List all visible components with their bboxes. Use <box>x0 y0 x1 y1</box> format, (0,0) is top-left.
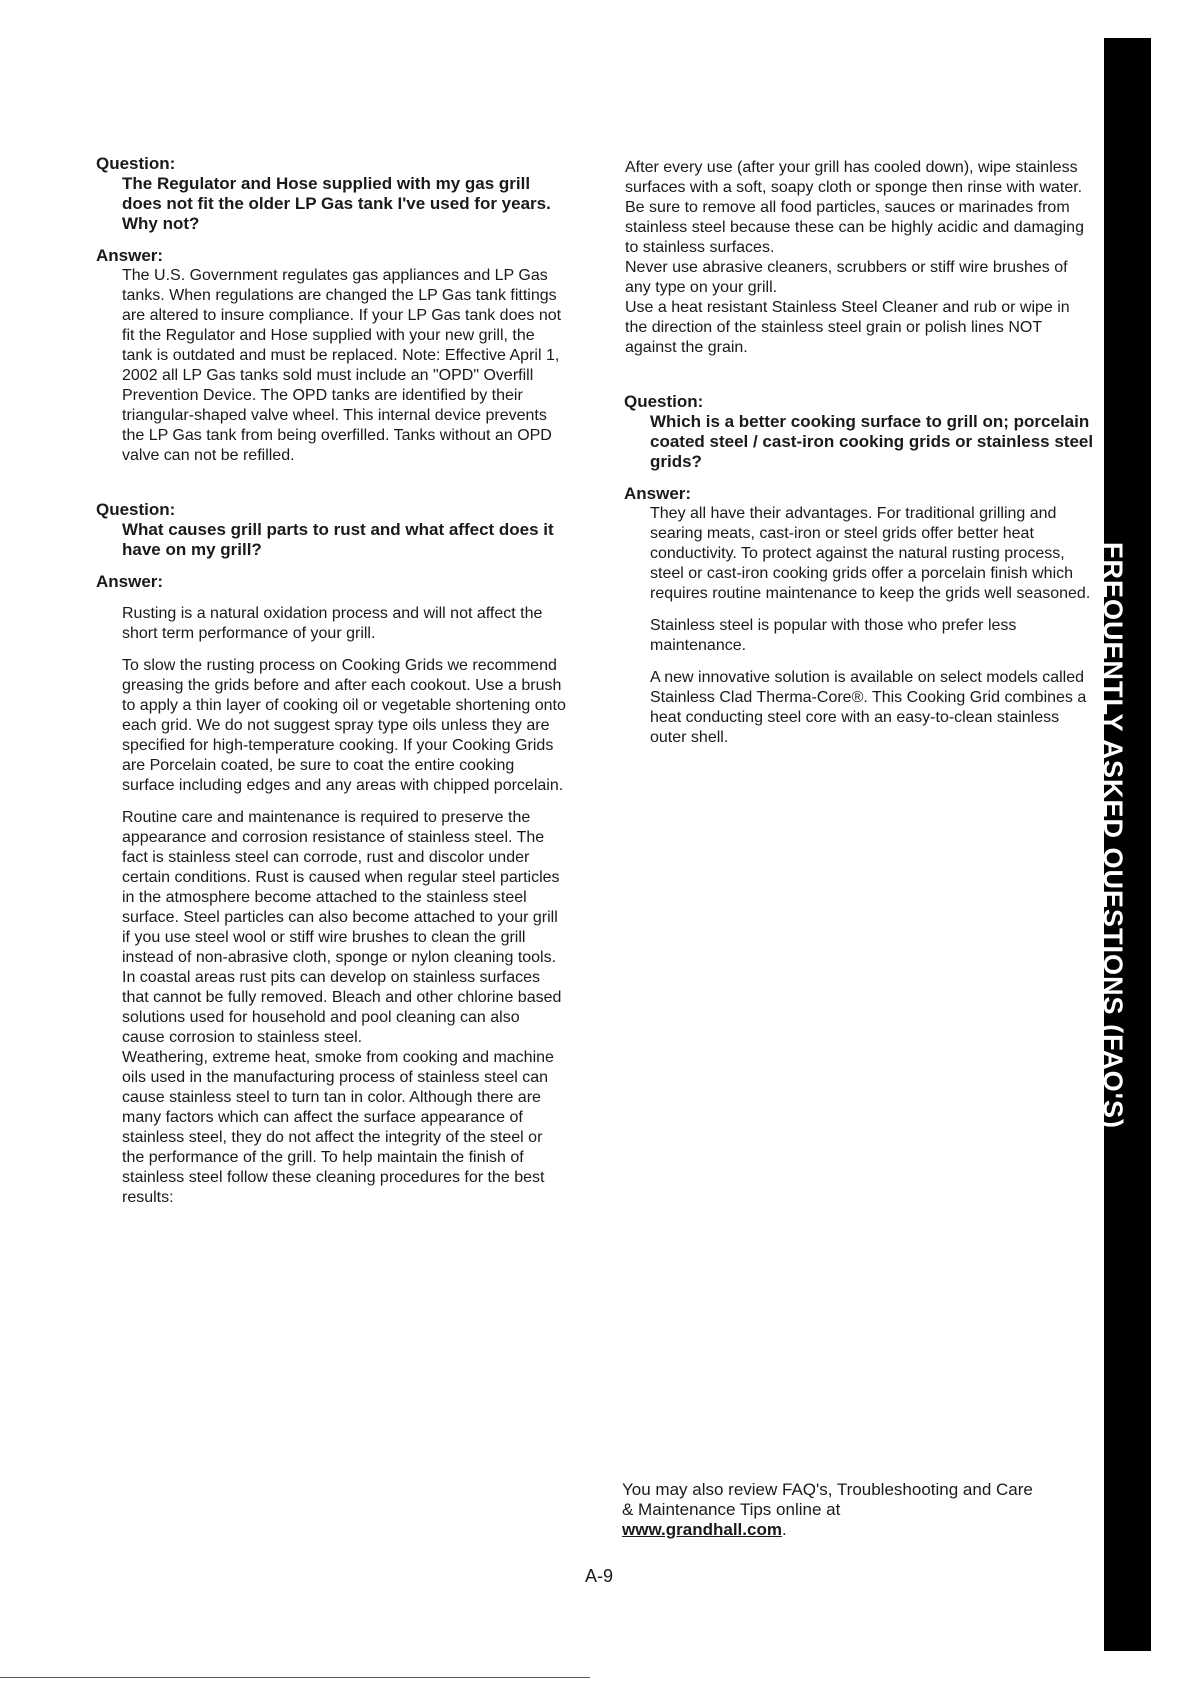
question-text: What causes grill parts to rust and what affect does it have on my grill? <box>122 520 554 559</box>
answer-label: Answer: <box>624 484 692 503</box>
page-number: A-9 <box>585 1566 614 1586</box>
faq-cooking-surface <box>624 392 1095 748</box>
answer-paragraph: Weathering, extreme heat, smoke from cooking and machine oils used in the manufacturing process of stainless steel can cause stainless steel to turn tan in color. Although there are many factors which can affect the surface appearance of stainless steel, they do not affect the integrity of the steel or the performance of the grill. To help maintain the finish of stainless steel follow these cleaning procedures for the best results: <box>122 1049 554 1206</box>
cleaning-paragraph: Use a heat resistant Stainless Steel Cleaner and rub or wipe in the direction of the stainless steel grain or polish lines NOT against the grain. <box>625 299 1070 356</box>
answer-label: Answer: <box>96 572 164 591</box>
answer-paragraph: A new innovative solution is available on select models called Stainless Clad Therma-Core®. This Cooking Grid combines a heat conducting steel core with an easy-to-clean stainless outer shell. <box>650 669 1087 746</box>
question-label: Question: <box>96 500 176 519</box>
question-label: Question: <box>96 154 176 173</box>
right-column <box>625 158 1095 760</box>
cleaning-procedures <box>625 158 1095 358</box>
cleaning-paragraph: After every use (after your grill has cooled down), wipe stainless surfaces with a soft, soapy cloth or sponge then rinse with water. Be sure to remove all food particles, sauces or marinades from stainless steel because these can be highly acidic and damaging to stainless surfaces. <box>625 159 1084 256</box>
answer-body <box>122 604 566 1208</box>
website-link[interactable]: www.grandhall.com <box>622 1520 782 1539</box>
answer-label: Answer: <box>96 246 164 265</box>
footnote-text: You may also review FAQ's, Troubleshooting and Care & Maintenance Tips online at <box>622 1480 1033 1519</box>
answer-paragraph: Routine care and maintenance is required to preserve the appearance and corrosion resistance of stainless steel. The fact is stainless steel can corrode, rust and discolor under certain conditions. Rust is caused when regular steel particles in the atmosphere become attached to the stainless steel surface. Steel particles can also become attached to your grill if you use steel wool or stiff wire brushes to clean the grill instead of non-abrasive cloth, sponge or nylon cleaning tools. In coastal areas rust pits can develop on stainless surfaces that cannot be fully removed. Bleach and other chlorine based solutions used for household and pool cleaning can also cause corrosion to stainless steel. <box>122 809 562 1046</box>
answer-paragraph: Stainless steel is popular with those who prefer less maintenance. <box>650 617 1017 654</box>
answer-paragraph: Rusting is a natural oxidation process and will not affect the short term performance of your grill. <box>122 605 543 642</box>
answer-body <box>122 266 566 466</box>
question-label: Question: <box>624 392 704 411</box>
answer-paragraph: The U.S. Government regulates gas appliances and LP Gas tanks. When regulations are changed the LP Gas tank fittings are altered to insure compliance. If your LP Gas tank does not fit the Regulator and Hose supplied with your new grill, the tank is outdated and must be replaced. Note: Effective April 1, 2002 all LP Gas tanks sold must include an "OPD" Overfill Prevention Device. The OPD tanks are identified by their triangular-shaped valve wheel. This internal device prevents the LP Gas tank from being overfilled. Tanks without an OPD valve can not be refilled. <box>122 267 562 464</box>
question-text: Which is a better cooking surface to grill on; porcelain coated steel / cast-iron cooking grids or stainless steel grids? <box>650 412 1094 471</box>
footnote-suffix: . <box>781 1520 787 1539</box>
answer-body <box>650 504 1095 748</box>
faq-rust <box>96 500 566 1208</box>
cleaning-paragraph: Never use abrasive cleaners, scrubbers or stiff wire brushes of any type on your grill. <box>625 259 1068 296</box>
answer-paragraph: To slow the rusting process on Cooking Grids we recommend greasing the grids before and after each cookout. Use a brush to apply a thin layer of cooking oil or vegetable shortening onto each grid. We do not suggest spray type oils unless they are specified for high-temperature cooking. If your Cooking Grids are Porcelain coated, be sure to coat the entire cooking surface including edges and any areas with chipped porcelain. <box>122 657 566 794</box>
section-tab-label: FREQUENTLY ASKED QUESTIONS (FAQ'S) <box>1098 542 1128 1129</box>
faq-regulator-hose <box>96 154 566 466</box>
online-resources-note <box>622 1480 1042 1540</box>
question-text: The Regulator and Hose supplied with my gas grill does not fit the older LP Gas tank I've used for years. Why not? <box>122 174 551 233</box>
bottom-rule <box>0 1677 590 1678</box>
answer-paragraph: They all have their advantages. For traditional grilling and searing meats, cast-iron or steel grids offer better heat conductivity. To protect against the natural rusting process, steel or cast-iron cooking grids offer a porcelain finish which requires routine maintenance to keep the grids well seasoned. <box>650 505 1091 602</box>
left-column <box>96 154 566 1220</box>
